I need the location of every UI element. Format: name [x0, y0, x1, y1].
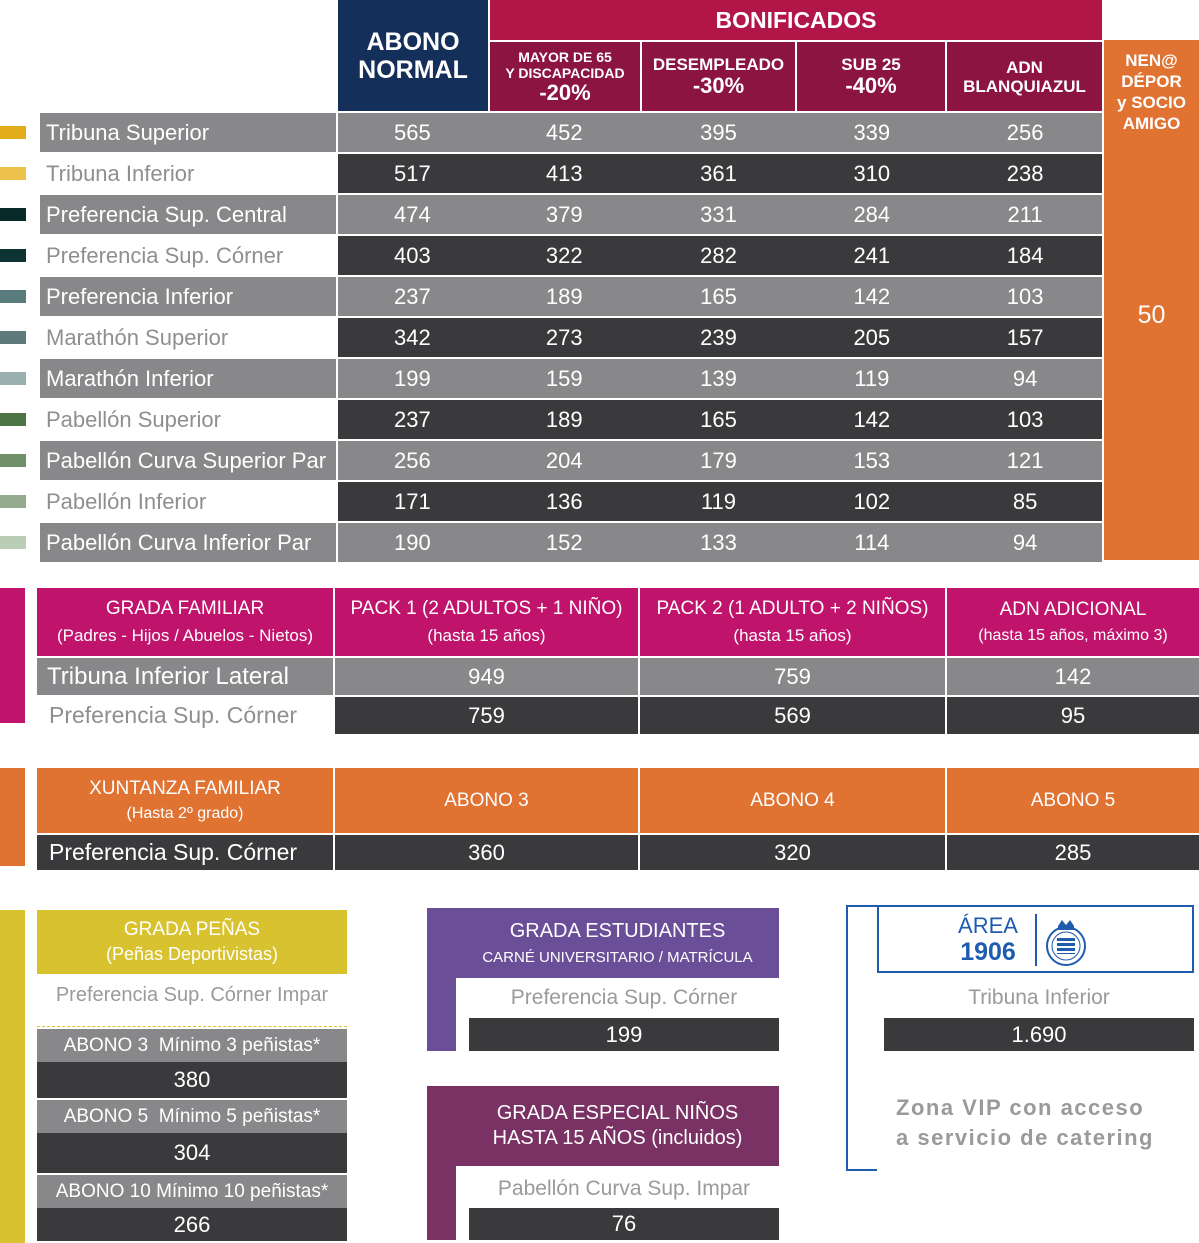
xuntanza-col: ABONO 3: [335, 768, 638, 833]
sub-header-desempleado: [642, 42, 795, 111]
ninos-zone: Pabellón Curva Sup. Impar: [497, 1177, 751, 1200]
penas-abono-note: Mínimo 3 peñistas*: [158, 1034, 321, 1056]
penas-abono-row: [37, 1175, 347, 1208]
price-cell: 237: [394, 283, 431, 309]
col-title: ADN ADICIONAL: [999, 599, 1147, 620]
table-row: [338, 154, 1102, 193]
abono-normal-line2: NORMAL: [358, 55, 468, 84]
xuntanza-sidebar: [0, 768, 25, 866]
grada-familiar-cell: 142: [947, 658, 1199, 695]
penas-subtitle: (Peñas Deportivistas): [105, 944, 279, 964]
price-cell: 165: [700, 283, 737, 309]
zone-color-swatch: [0, 454, 26, 467]
abono-normal-header: [338, 0, 488, 111]
xuntanza-col: ABONO 4: [640, 768, 945, 833]
grada-familiar-sidebar: [0, 588, 25, 723]
zone-name: Preferencia Inferior: [40, 277, 336, 316]
sub-header-discount: -20%: [539, 79, 591, 105]
area-bracket: [846, 905, 877, 1171]
ninos-subtitle: HASTA 15 AÑOS (incluidos): [492, 1127, 743, 1149]
price-cell: 379: [545, 201, 583, 227]
price-cell: 121: [1006, 447, 1044, 473]
nen-title-line: DÉPOR: [1121, 72, 1182, 91]
table-row: [338, 441, 1102, 480]
price-cell: 282: [700, 242, 737, 268]
col-subtitle: (hasta 15 años, máximo 3): [978, 627, 1168, 644]
nen-title-line: AMIGO: [1122, 114, 1181, 133]
price-cell: 159: [545, 365, 583, 391]
grada-familiar-title-cell: [37, 588, 333, 656]
zone-color-swatch: [0, 126, 26, 139]
zone-name: Pabellón Superior: [40, 400, 336, 439]
table-row: [338, 236, 1102, 275]
zone-name: Tribuna Inferior: [40, 154, 336, 193]
estudiantes-subtitle: CARNÉ UNIVERSITARIO / MATRÍCULA: [482, 949, 753, 966]
sub-header-label: DESEMPLEADO: [652, 55, 785, 74]
penas-abono-note: Mínimo 10 peñistas*: [156, 1180, 329, 1202]
price-cell: 238: [1006, 160, 1044, 186]
price-cell: 403: [394, 242, 431, 268]
price-cell: 184: [1006, 242, 1044, 268]
price-cell: 102: [853, 488, 891, 514]
table-row: [338, 195, 1102, 234]
zone-name: Preferencia Sup. Central: [40, 195, 336, 234]
price-cell: 119: [700, 488, 737, 514]
price-cell: 199: [394, 365, 431, 391]
penas-abono-row: [37, 1100, 347, 1133]
estudiantes-title-cell: [456, 908, 779, 978]
zone-color-swatch: [0, 331, 26, 344]
xuntanza-subtitle: (Hasta 2º grado): [126, 805, 244, 822]
table-row: [338, 482, 1102, 521]
penas-abono-price: 266: [37, 1208, 347, 1241]
ninos-title-cell: [456, 1086, 779, 1166]
price-cell: 239: [700, 324, 737, 350]
price-cell: 474: [394, 201, 431, 227]
penas-title-cell: [37, 910, 347, 974]
price-cell: 189: [545, 406, 583, 432]
price-cell: 94: [1012, 365, 1038, 391]
col-subtitle: (hasta 15 años): [733, 626, 852, 645]
grada-familiar-row-label: Preferencia Sup. Córner: [37, 697, 333, 734]
ninos-sidebar: [427, 1086, 456, 1240]
zone-color-swatch: [0, 167, 26, 180]
xuntanza-title: XUNTANZA FAMILIAR: [89, 778, 281, 799]
price-cell: 190: [394, 529, 431, 555]
xuntanza-title-cell: [37, 768, 333, 833]
price-cell: 452: [545, 119, 583, 145]
penas-abono-label: ABONO 10: [55, 1180, 151, 1202]
price-cell: 565: [394, 119, 431, 145]
sub-header-label: MAYOR DE 65: [518, 48, 612, 65]
sub-header-label-2: Y DISCAPACIDAD: [505, 64, 625, 81]
grada-familiar-col-pack1: [335, 588, 638, 656]
price-cell: 204: [545, 447, 583, 473]
price-cell: 133: [700, 529, 737, 555]
table-row: [338, 400, 1102, 439]
price-cell: 395: [700, 119, 737, 145]
estudiantes-sidebar: [427, 908, 456, 1051]
table-row: [338, 359, 1102, 398]
grada-familiar-cell: 569: [640, 697, 945, 734]
price-cell: 205: [853, 324, 891, 350]
price-cell: 322: [545, 242, 583, 268]
grada-familiar-cell: 759: [335, 697, 638, 734]
nen-depor-price: 50: [1137, 300, 1166, 329]
zone-name: Preferencia Sup. Córner: [40, 236, 336, 275]
ninos-price: 76: [469, 1208, 779, 1240]
grada-familiar-cell: 949: [335, 658, 638, 695]
zone-color-swatch: [0, 413, 26, 426]
sub-header-label-2: BLANQUIAZUL: [963, 76, 1086, 96]
price-cell: 517: [394, 160, 431, 186]
nen-depor-title: [1104, 50, 1199, 134]
zone-name: Tribuna Superior: [40, 113, 336, 152]
estudiantes-title: GRADA ESTUDIANTES: [509, 920, 726, 942]
grada-familiar-row-label: Tribuna Inferior Lateral: [37, 658, 333, 695]
table-row: [338, 113, 1102, 152]
price-cell: 179: [700, 447, 737, 473]
price-cell: 94: [1012, 529, 1038, 555]
estudiantes-price: 199: [469, 1018, 779, 1051]
price-cell: 256: [394, 447, 431, 473]
zone-name: Pabellón Curva Superior Par: [40, 441, 336, 480]
sub-header-label: SUB 25: [841, 55, 901, 74]
zone-color-swatch: [0, 290, 26, 303]
price-cell: 153: [853, 447, 891, 473]
zone-name: Marathón Superior: [40, 318, 336, 357]
price-cell: 142: [853, 406, 891, 432]
area-price: 1.690: [884, 1018, 1194, 1051]
penas-zone: Preferencia Sup. Córner Impar: [55, 983, 329, 1006]
price-cell: 339: [853, 119, 891, 145]
price-cell: 152: [545, 529, 583, 555]
penas-abono-note: Mínimo 5 peñistas*: [158, 1105, 321, 1127]
sub-header-sub25: [797, 42, 945, 111]
sub-header-discount: -30%: [692, 73, 745, 98]
xuntanza-col: ABONO 5: [947, 768, 1199, 833]
table-row: [338, 523, 1102, 562]
ninos-title: GRADA ESPECIAL NIÑOS: [496, 1102, 739, 1124]
col-title: PACK 1 (2 ADULTOS + 1 NIÑO): [350, 598, 623, 619]
penas-divider: [37, 1026, 347, 1027]
price-cell: 157: [1006, 324, 1044, 350]
price-cell: 237: [394, 406, 431, 432]
bonificados-header: BONIFICADOS: [490, 0, 1102, 40]
xuntanza-cell: 320: [640, 835, 945, 870]
zone-name: Pabellón Curva Inferior Par: [40, 523, 336, 562]
zone-color-swatch: [0, 249, 26, 262]
zone-color-swatch: [0, 208, 26, 221]
table-row: [338, 318, 1102, 357]
xuntanza-cell: 360: [335, 835, 638, 870]
price-cell: 342: [394, 324, 431, 350]
price-cell: 85: [1012, 488, 1038, 514]
price-cell: 413: [545, 160, 583, 186]
grada-familiar-col-adn: [947, 588, 1199, 656]
zone-name: Marathón Inferior: [40, 359, 336, 398]
table-row: [338, 277, 1102, 316]
sub-header-label: ADN: [1006, 57, 1043, 77]
penas-abono-row: [37, 1029, 347, 1062]
area-note-line1: Zona VIP con acceso: [896, 1095, 1145, 1120]
grada-familiar-cell: 95: [947, 697, 1199, 734]
col-title: PACK 2 (1 ADULTO + 2 NIÑOS): [656, 598, 929, 619]
price-cell: 331: [700, 201, 737, 227]
zone-color-swatch: [0, 372, 26, 385]
grada-familiar-cell: 759: [640, 658, 945, 695]
price-cell: 284: [853, 201, 891, 227]
price-cell: 119: [854, 365, 890, 391]
sub-header-adn: [947, 42, 1102, 111]
price-cell: 256: [1006, 119, 1044, 145]
penas-abono-label: ABONO 3: [63, 1034, 149, 1056]
grada-familiar-subtitle: (Padres - Hijos / Abuelos - Nietos): [56, 626, 314, 645]
price-cell: 136: [545, 488, 583, 514]
price-cell: 142: [853, 283, 891, 309]
zone-color-swatch: [0, 536, 26, 549]
price-cell: 103: [1006, 406, 1044, 432]
zone-name: Pabellón Inferior: [40, 482, 336, 521]
xuntanza-cell: 285: [947, 835, 1199, 870]
price-cell: 114: [854, 529, 890, 555]
price-cell: 189: [545, 283, 583, 309]
penas-abono-price: 380: [37, 1062, 347, 1098]
penas-sidebar: [0, 910, 25, 1243]
area-zone: Tribuna Inferior: [968, 986, 1110, 1009]
sub-header-mayor65: [490, 42, 640, 111]
price-cell: 211: [1007, 201, 1043, 227]
nen-title-line: NEN@: [1125, 51, 1178, 70]
nen-title-line: y SOCIO: [1117, 93, 1186, 112]
price-cell: 165: [700, 406, 737, 432]
sub-header-discount: -40%: [845, 73, 897, 98]
estudiantes-zone: Preferencia Sup. Córner: [510, 986, 738, 1009]
price-cell: 361: [700, 160, 737, 186]
area-note-line2: a servicio de catering: [896, 1125, 1154, 1150]
col-subtitle: (hasta 15 años): [427, 626, 546, 645]
price-cell: 310: [853, 160, 891, 186]
price-cell: 139: [700, 365, 737, 391]
crest-icon: [1044, 914, 1088, 968]
xuntanza-row-label: Preferencia Sup. Córner: [37, 835, 333, 870]
area-note: [896, 1093, 1196, 1153]
price-cell: 273: [545, 324, 583, 350]
grada-familiar-col-pack2: [640, 588, 945, 656]
area-logo-text: [948, 912, 1028, 968]
area-logo-divider: [1035, 914, 1037, 966]
grada-familiar-title: GRADA FAMILIAR: [105, 598, 265, 619]
area-logo-line1: ÁREA: [958, 913, 1018, 938]
price-cell: 103: [1006, 283, 1044, 309]
price-cell: 241: [853, 242, 891, 268]
area-logo-line2: 1906: [960, 938, 1016, 966]
penas-title: GRADA PEÑAS: [123, 919, 261, 940]
abono-normal-line1: ABONO: [366, 27, 460, 56]
zone-color-swatch: [0, 495, 26, 508]
price-cell: 171: [394, 488, 431, 514]
penas-abono-price: 304: [37, 1133, 347, 1173]
penas-abono-label: ABONO 5: [63, 1105, 149, 1127]
